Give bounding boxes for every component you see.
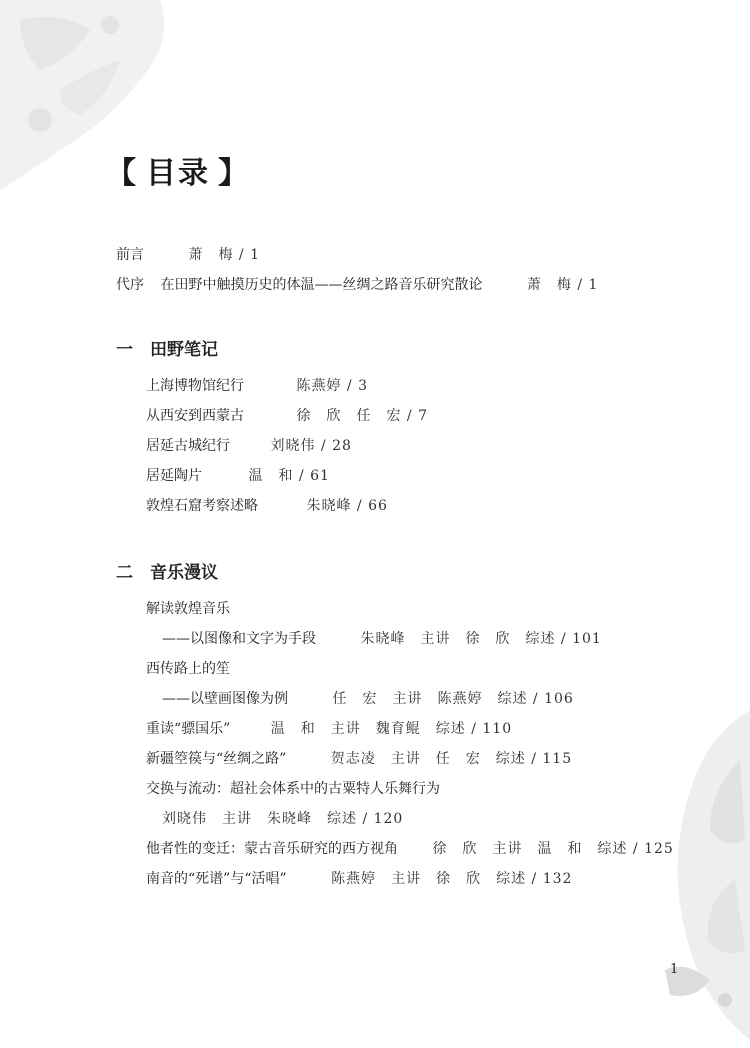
entry-title: 交换与流动：超社会体系中的古粟特人乐舞行为: [146, 781, 440, 797]
title-bracket-left: 【: [106, 156, 138, 191]
entry-author-page: 萧 梅 / 1: [526, 277, 599, 293]
entry-title: 解读敦煌音乐: [146, 601, 230, 617]
entry-title: 西传路上的笙: [146, 661, 230, 677]
entry-author-page: 徐 欣 主讲 温 和 综述 / 125: [432, 841, 674, 857]
entry-author-page: 徐 欣 任 宏 / 7: [296, 408, 428, 424]
section-heading-1: [116, 335, 218, 360]
entry-title: 新疆箜篌与“丝绸之路”: [146, 751, 287, 767]
entry-author-page: 温 和 / 61: [248, 468, 330, 484]
title-text: 目录: [146, 156, 210, 191]
entry-title: 上海博物馆纪行: [146, 378, 244, 394]
page-number: 1: [670, 962, 679, 977]
title-bracket-right: 】: [218, 156, 250, 191]
entry-author-page: 陈燕婷 / 3: [296, 378, 368, 394]
toc-entry[interactable]: [146, 467, 330, 485]
entry-subtitle: ——以图像和文字为手段: [162, 631, 316, 647]
toc-entry[interactable]: [162, 690, 574, 708]
entry-title: 在田野中触摸历史的体温——丝绸之路音乐研究散论: [160, 277, 483, 293]
toc-entry[interactable]: [146, 750, 572, 768]
section-name: 音乐漫议: [150, 563, 218, 583]
entry-author-page: 贺志凌 主讲 任 宏 综述 / 115: [330, 751, 573, 767]
corner-ornament-bottom-right: [640, 700, 750, 1048]
entry-author-page: 温 和 主讲 魏育鲲 综述 / 110: [270, 721, 513, 737]
toc-entry[interactable]: [146, 437, 352, 455]
entry-author-page: 陈燕婷 主讲 徐 欣 综述 / 132: [331, 871, 573, 887]
entry-title: 他者性的变迁：蒙古音乐研究的西方视角: [146, 841, 398, 857]
entry-subtitle: ——以壁画图像为例: [162, 691, 288, 707]
section-heading-2: [116, 558, 218, 583]
entry-author-page: 任 宏 主讲 陈燕婷 综述 / 106: [332, 691, 574, 707]
entry-title: 南音的“死谱”与“活唱”: [146, 871, 287, 887]
entry-author-page: 朱晓峰 主讲 徐 欣 综述 / 101: [360, 631, 602, 647]
entry-title: 重读“骠国乐”: [146, 721, 231, 737]
toc-entry[interactable]: [146, 870, 572, 888]
entry-author-page: 刘晓伟 主讲 朱晓峰 综述 / 120: [162, 811, 404, 827]
entry-title: 居延陶片: [146, 468, 202, 484]
entry-author-page: 刘晓伟 / 28: [270, 438, 352, 454]
section-number: 一: [116, 340, 133, 360]
entry-author-page: 萧 梅 / 1: [188, 247, 260, 263]
entry-author-page: 朱晓峰 / 66: [306, 498, 388, 514]
section-name: 田野笔记: [150, 340, 218, 360]
toc-entry-foreword[interactable]: [116, 276, 598, 294]
toc-entry[interactable]: [146, 377, 368, 395]
toc-entry[interactable]: [146, 780, 440, 798]
entry-title: 居延古城纪行: [146, 438, 230, 454]
entry-title: 前言: [116, 247, 144, 263]
page-title: [106, 148, 250, 192]
toc-entry[interactable]: [146, 840, 674, 858]
entry-title: 敦煌石窟考察述略: [146, 498, 258, 514]
toc-entry-preface[interactable]: [116, 246, 260, 264]
toc-entry[interactable]: [162, 810, 403, 828]
toc-entry[interactable]: [146, 407, 428, 425]
toc-entry[interactable]: [146, 600, 230, 618]
toc-entry[interactable]: [146, 720, 512, 738]
toc-entry[interactable]: [146, 497, 388, 515]
toc-entry[interactable]: [162, 630, 602, 648]
entry-title: 从西安到西蒙古: [146, 408, 244, 424]
entry-label: 代序: [116, 277, 144, 293]
section-number: 二: [116, 563, 133, 583]
toc-entry[interactable]: [146, 660, 230, 678]
